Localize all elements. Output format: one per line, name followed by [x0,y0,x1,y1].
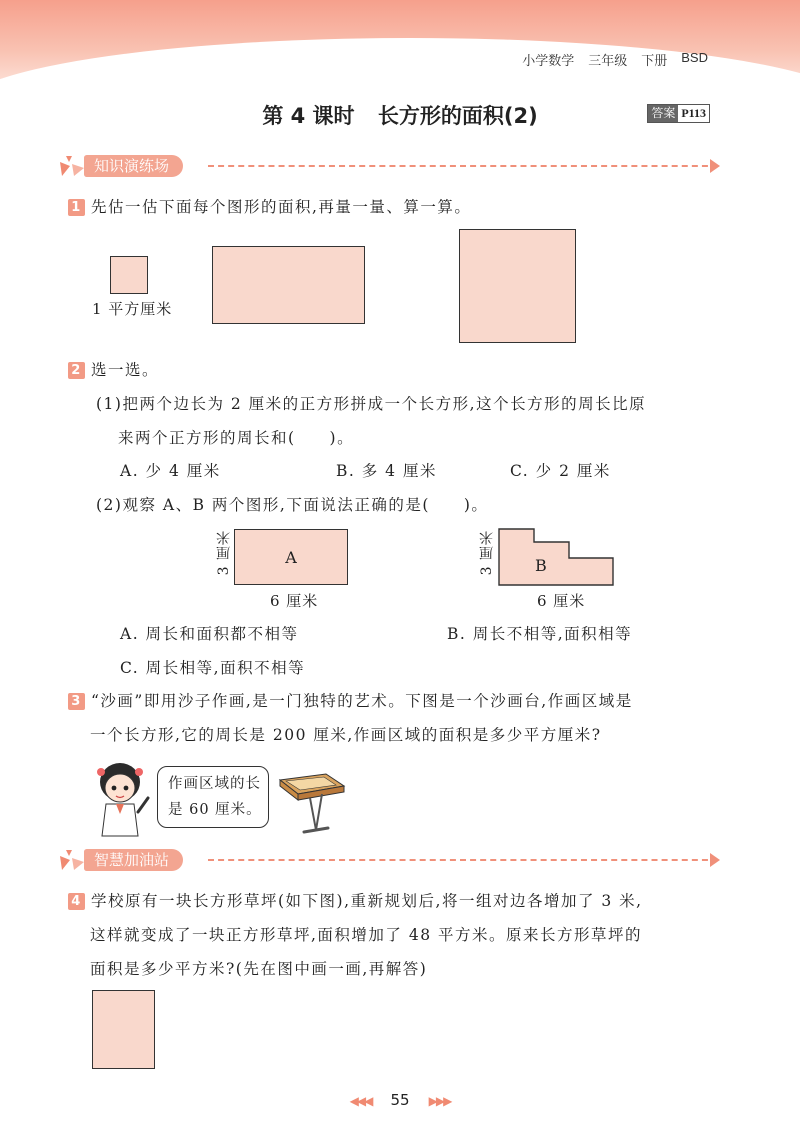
page-footer [0,1090,800,1109]
section-challenge [58,846,718,876]
lawn-rectangle [92,990,155,1069]
question-number: 1 [68,199,85,216]
unit-square [110,256,148,294]
breadcrumb-volume: 下册 [641,53,668,68]
sand-table-illustration [276,770,348,842]
breadcrumb-edition: BSD [681,50,708,65]
answer-reference[interactable] [647,104,710,123]
figure-a-side-label: 3 厘米 [216,530,232,576]
rectangle-shape [212,246,365,324]
figure-b-side-label: 3 厘米 [479,530,495,576]
speech-bubble [157,766,269,828]
question-4-line3: 面积是多少平方米?(先在图中画一画,再解答) [90,960,428,978]
question-text: 先估一估下面每个图形的面积,再量一量、算一算。 [91,198,472,216]
question-text-line1: “沙画”即用沙子作画,是一门独特的艺术。下图是一个沙画台,作画区域是 [91,692,633,710]
question-4-line2: 这样就变成了一块正方形草坪,面积增加了 48 平方米。原来长方形草坪的 [90,926,643,944]
question-number: 3 [68,693,85,710]
page-number: 55 [390,1091,410,1109]
q2-option-b[interactable]: B. 多 4 厘米 [336,462,437,480]
arrow-right-icon [710,159,720,173]
breadcrumb-subject: 小学数学 [522,53,575,68]
bubble-line1: 作画区域的长 [168,776,261,792]
section-divider [208,859,718,861]
figure-a [234,529,348,585]
q2-option-a[interactable]: A. 少 4 厘米 [120,462,221,480]
unit-label: 1 平方厘米 [92,300,173,318]
next-page-icon[interactable]: ▶▶▶ [428,1094,451,1108]
figure-a-label: A [285,547,297,567]
section-title: 智慧加油站 [84,849,183,871]
lesson-number: 第 4 课时 [262,104,355,128]
question-4 [68,884,643,918]
square-shape [459,229,576,343]
prev-page-icon[interactable]: ◀◀◀ [349,1094,372,1108]
breadcrumb-grade: 三年级 [588,53,628,68]
figure-a-bottom-label: 6 厘米 [270,592,319,610]
figure-b [498,528,616,588]
answer-page: P113 [678,105,709,122]
question-number: 4 [68,893,85,910]
question-text-line1: 学校原有一块长方形草坪(如下图),重新规划后,将一组对边各增加了 3 米, [91,892,643,910]
q2-sub2-option-c[interactable]: C. 周长相等,面积不相等 [120,659,306,677]
answer-label: 答案 [648,105,678,122]
arrow-right-icon [710,853,720,867]
question-3-line2: 一个长方形,它的周长是 200 厘米,作画区域的面积是多少平方厘米? [90,726,602,744]
question-1 [68,190,471,224]
q2-sub2-option-b[interactable]: B. 周长不相等,面积相等 [447,625,633,643]
q2-option-c[interactable]: C. 少 2 厘米 [510,462,611,480]
question-number: 2 [68,362,85,379]
girl-illustration [88,758,158,838]
q2-sub2-option-a[interactable]: A. 周长和面积都不相等 [120,625,299,643]
section-divider [208,165,718,167]
breadcrumb [522,50,708,69]
question-3 [68,684,633,718]
q2-sub1-line2: 来两个正方形的周长和( )。 [118,429,355,447]
question-text: 选一选。 [91,361,160,379]
figure-b-label: B [535,556,547,575]
bubble-line2: 是 60 厘米。 [168,802,262,818]
section-title: 知识演练场 [84,155,183,177]
section-practice [58,152,718,182]
question-2 [68,353,159,387]
q2-sub2-text: (2)观察 A、B 两个图形,下面说法正确的是( )。 [96,496,489,514]
q2-sub1-line1: (1)把两个边长为 2 厘米的正方形拼成一个长方形,这个长方形的周长比原 [96,395,647,413]
figure-b-bottom-label: 6 厘米 [537,592,586,610]
lesson-name: 长方形的面积(2) [377,104,538,128]
